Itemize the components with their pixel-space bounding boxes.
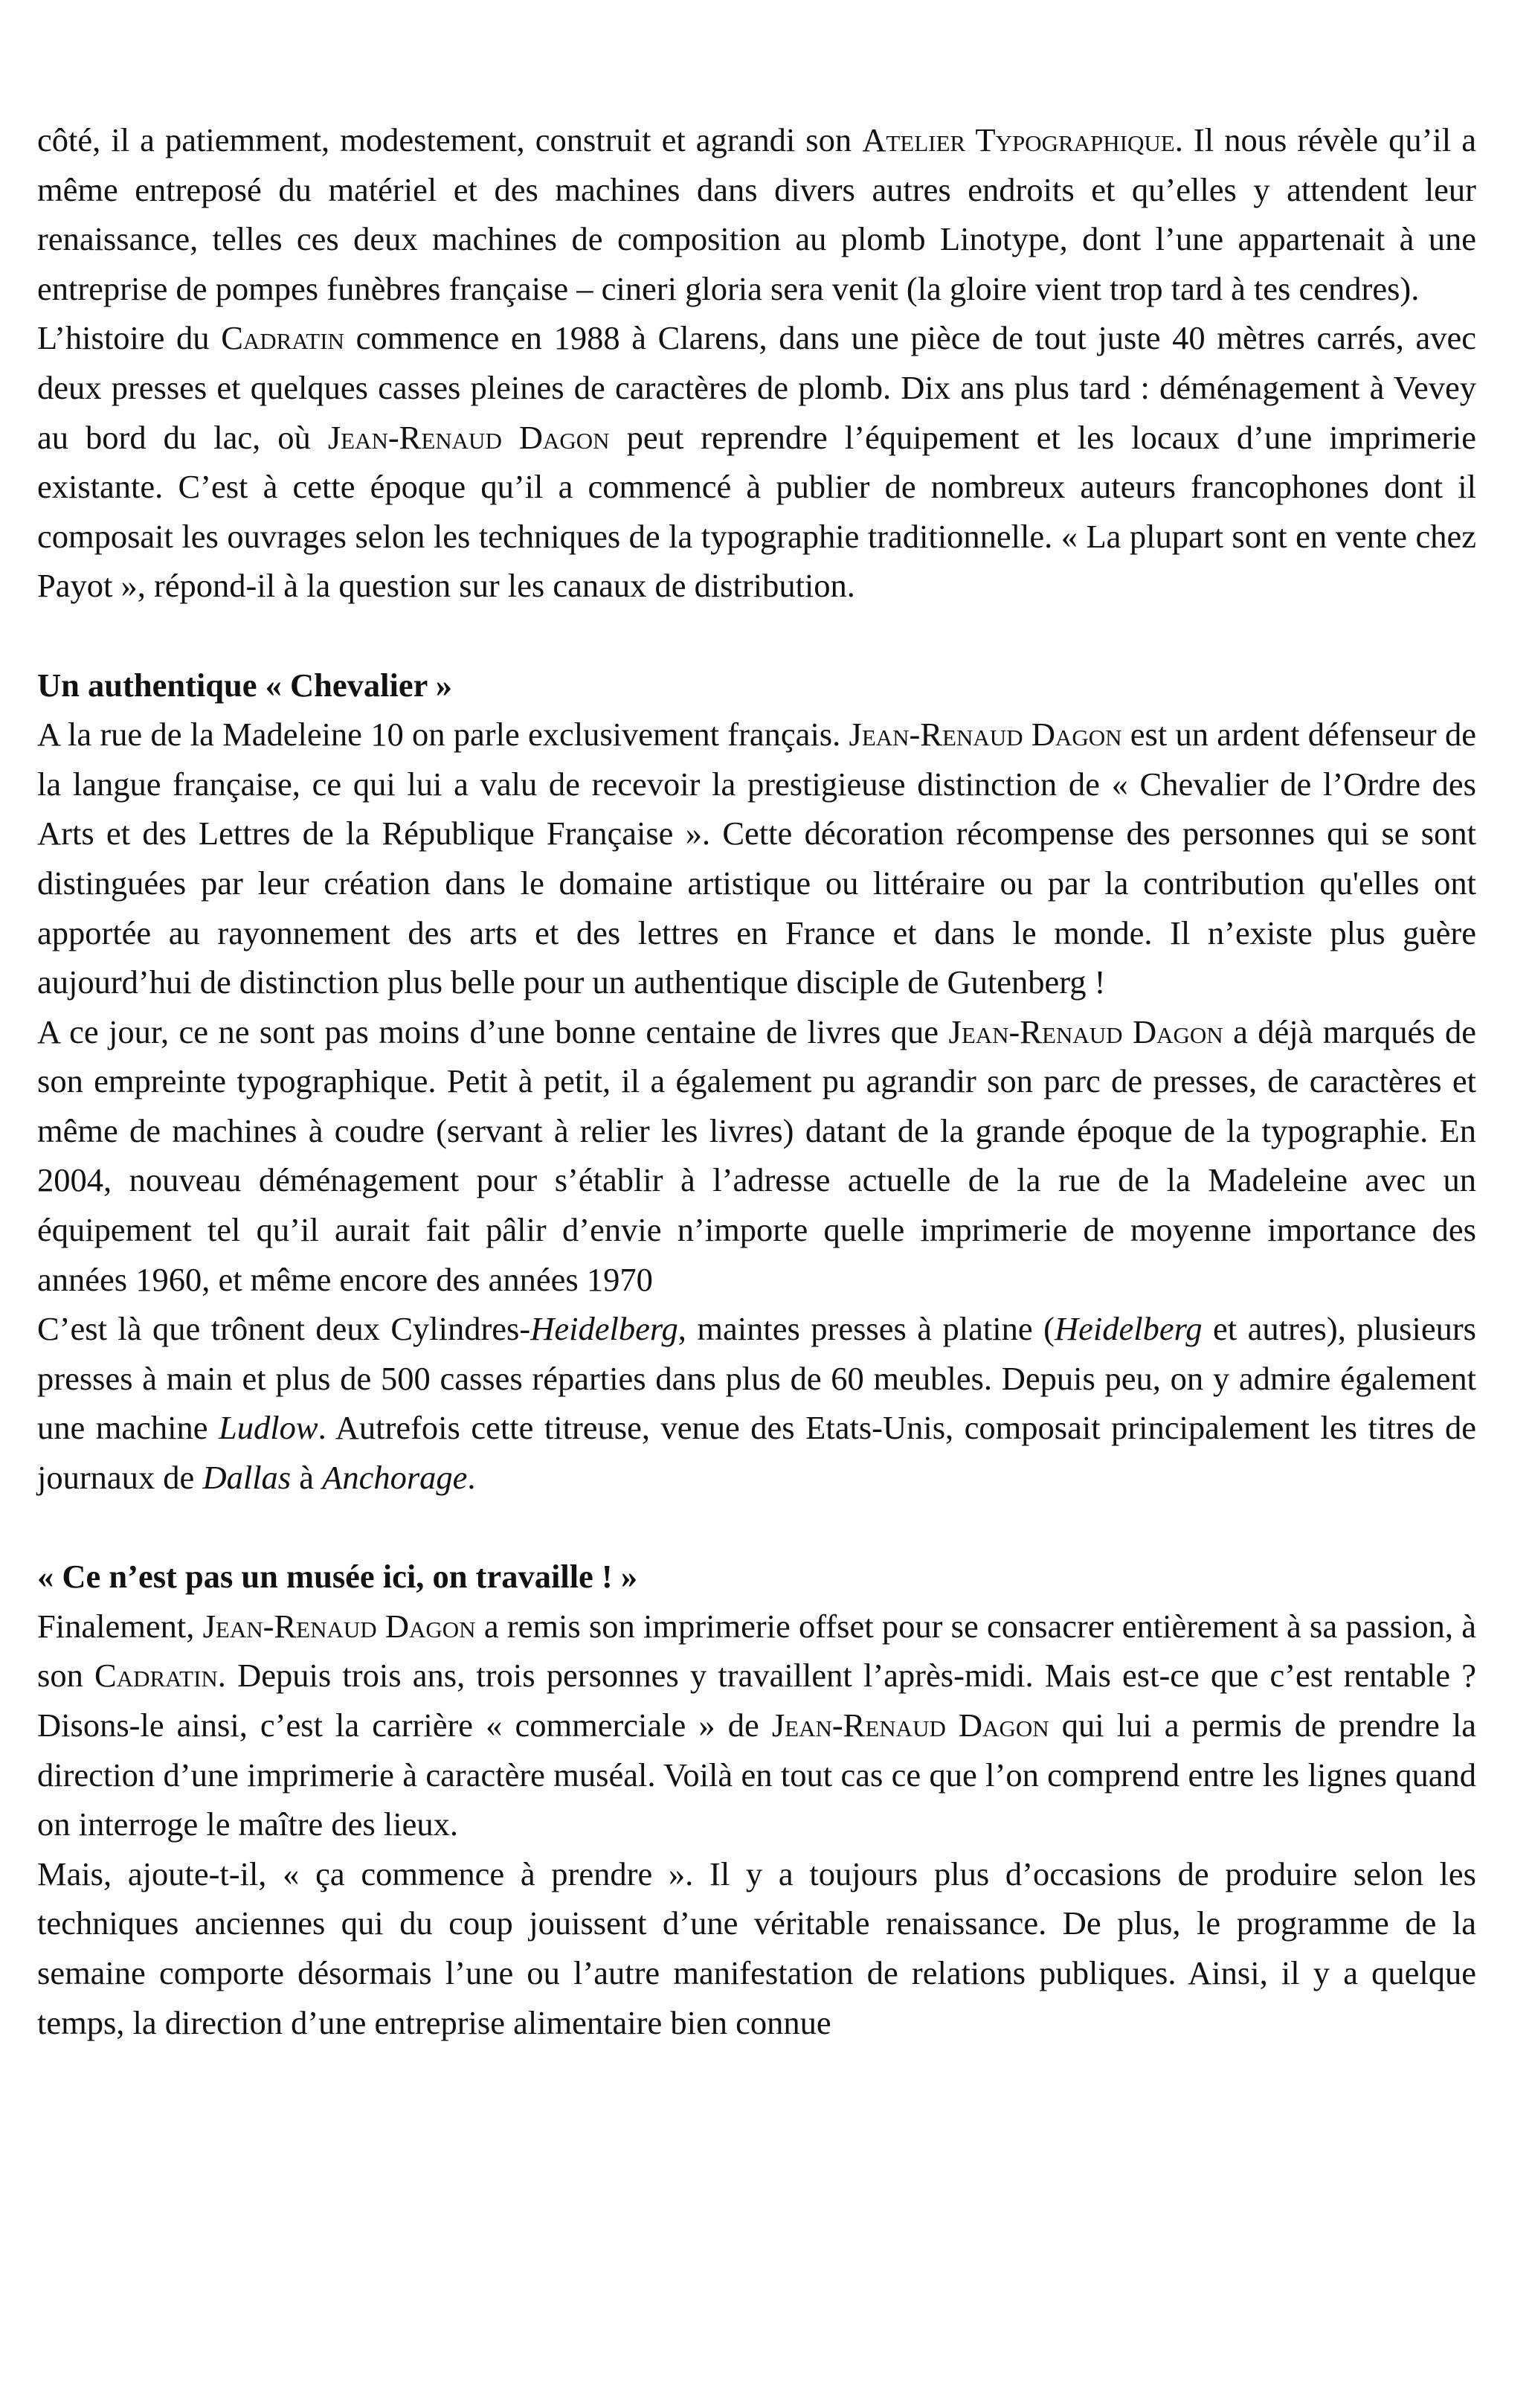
text-run: côté, il a patiemment, modestement, construit et agrandi son <box>37 121 863 158</box>
text-run: . Depuis trois ans, trois personnes y travaillent l’après-midi. Mais est-ce que c’est rentable ? Disons-le ainsi, c’est la carrière « commerciale » de <box>37 1657 1476 1744</box>
paragraph: Mais, ajoute-t-il, « ça commence à prendre ». Il y a toujours plus d’occasions de produire selon les techniques anciennes qui du coup jouissent d’une véritable renaissance. De plus, le programme de la semaine comporte désormais l’une ou l’autre manifestation de relations publiques. Ainsi, il y a quelque temps, la direction d’une entreprise alimentaire bien connue <box>37 1855 1476 2041</box>
cadratin-name: Cadratin <box>221 319 344 357</box>
text-run: et autres), plusieurs presses à main et plus de 500 casses réparties dans plus de 60 meubles. Depuis peu, on y admire également une machine <box>37 1310 1476 1447</box>
text-run: a déjà marqués de son empreinte typographique. Petit à petit, il a également pu agrandir son parc de presses, de caractères et même de machines à coudre (servant à relier les livres) datant de la grande époque de la typographie. En 2004, nouveau déménagement pour s’établir à l’adresse actuelle de la rue de la Madeleine avec un équipement tel qu’il aurait fait pâlir d’envie n’importe quelle imprimerie de moyenne importance des années 1960, et même encore des années 1970 <box>37 1012 1476 1298</box>
cadratin-name: Cadratin <box>94 1657 218 1695</box>
text-run: C’est là que trônent deux Cylindres- <box>37 1310 531 1348</box>
paragraph <box>37 115 1476 313</box>
italic-term: Ludlow <box>219 1409 318 1447</box>
paragraph <box>37 1007 1476 1305</box>
italic-term: Heidelberg <box>530 1310 678 1348</box>
section-heading: Un authentique « Chevalier » <box>37 666 452 704</box>
text-run: A la rue de la Madeleine 10 on parle exclusivement français. <box>37 716 849 754</box>
text-run: L’histoire du <box>37 319 222 357</box>
text-run: a remis son imprimerie offset pour se consacrer entièrement à sa passion, à son <box>37 1607 1476 1695</box>
text-run: A ce jour, ce ne sont pas moins d’une bonne centaine de livres que <box>37 1012 949 1050</box>
italic-term: Dallas <box>202 1459 292 1497</box>
paragraph <box>37 313 1476 611</box>
paragraph <box>37 1602 1476 1849</box>
paragraph <box>37 710 1476 1007</box>
text-run: . <box>467 1459 476 1497</box>
section-heading: « Ce n’est pas un musée ici, on travaille ! » <box>37 1558 638 1596</box>
text-run: , maintes presses à platine ( <box>678 1310 1055 1348</box>
document-page <box>37 115 1476 2047</box>
paragraph <box>37 1304 1476 1502</box>
text-run: Finalement, <box>37 1607 203 1645</box>
text-run: à <box>291 1459 323 1497</box>
person-name: Jean-Renaud Dagon <box>948 1012 1223 1050</box>
person-name: Jean-Renaud Dagon <box>327 418 610 456</box>
person-name: Jean-Renaud Dagon <box>771 1707 1049 1744</box>
text-run: peut reprendre l’équipement et les locaux d’une imprimerie existante. C’est à cette époque qu’il a commencé à publier de nombreux auteurs francophones dont il composait les ouvrages selon les techniques de la typographie traditionnelle. « La plupart sont en vente chez Payot », répond-il à la question sur les canaux de distribution. <box>37 418 1476 605</box>
person-name: Jean-Renaud Dagon <box>849 716 1122 754</box>
text-run: . Il nous révèle qu’il a même entreposé du matériel et des machines dans divers autres endroits et qu’elles y attendent leur renaissance, telles ces deux machines de composition au plomb Linotype, dont l’une appartenait à une entreprise de pompes funèbres française – cineri gloria sera venit (la gloire vient trop tard à tes cendres). <box>37 121 1477 307</box>
italic-term: Heidelberg <box>1054 1310 1203 1348</box>
text-run: . Autrefois cette titreuse, venue des Etats-Unis, composait principalement les titres de journaux de <box>37 1409 1476 1497</box>
text-run: qui lui a permis de prendre la direction d’une imprimerie à caractère muséal. Voilà en tout cas ce que l’on comprend entre les lignes quand on interroge le maître des lieux. <box>37 1707 1477 1843</box>
atelier-typographique-name: Atelier Typographique <box>862 121 1175 158</box>
italic-term: Anchorage <box>322 1459 468 1497</box>
person-name: Jean-Renaud Dagon <box>202 1607 476 1645</box>
text-run: commence en 1988 à Clarens, dans une pièce de tout juste 40 mètres carrés, avec deux presses et quelques casses pleines de caractères de plomb. Dix ans plus tard : déménagement à Vevey au bord du lac, où <box>37 319 1476 456</box>
text-run: est un ardent défenseur de la langue française, ce qui lui a valu de recevoir la prestigieuse distinction de « Chevalier de l’Ordre des Arts et des Lettres de la République Française ». Cette décoration récompense des personnes qui se sont distinguées par leur création dans le domaine artistique ou littéraire ou par la contribution qu'elles ont apportée au rayonnement des arts et des lettres en France et dans le monde. Il n’existe plus guère aujourd’hui de distinction plus belle pour un authentique disciple de Gutenberg ! <box>37 716 1476 1001</box>
